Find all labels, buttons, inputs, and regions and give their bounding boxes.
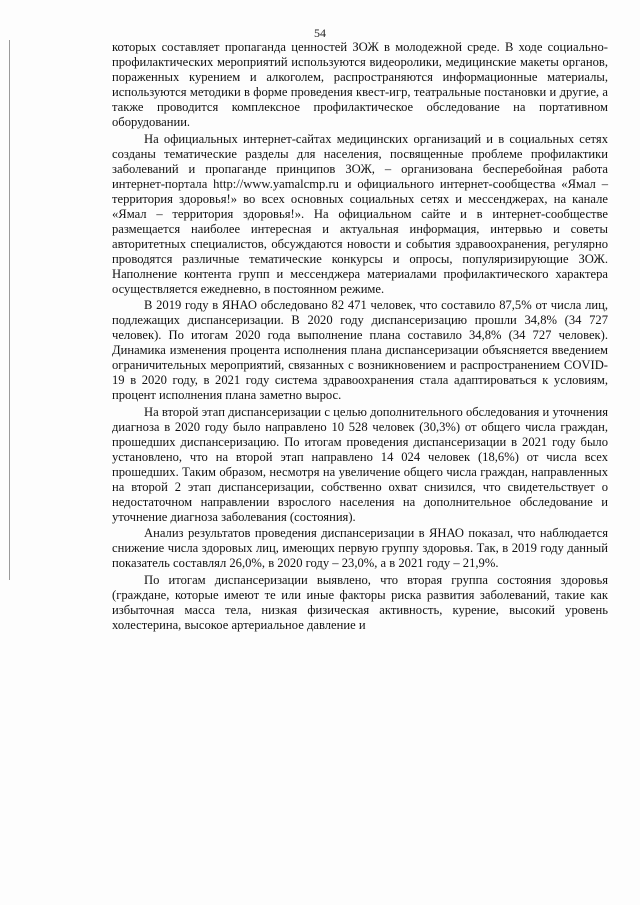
paragraph-second-health-group: По итогам диспансеризации выявлено, что вторая группа состояния здоровья (граждане, которые имеют те или иные факторы риска развития заболеваний, такие как избыточная масса тела, низкая физическая активность, курение, высокий уровень холестерина, высокое артериальное давление и — [112, 572, 608, 632]
page-number: 54 — [314, 26, 326, 40]
paragraph-continuation: которых составляет пропаганда ценностей ЗОЖ в молодежной среде. В ходе социально-профилактических мероприятий используются видеоролики, медицинские макеты органов, пораженных курением и алкоголем, распространяются информационные материалы, используются методики в форме проведения квест-игр, театральные постановки и другие, а также проводится комплексное профилактическое обследование на портативном оборудовании. — [112, 40, 608, 129]
paragraph-health-groups-analysis: Анализ результатов проведения диспансеризации в ЯНАО показал, что наблюдается снижение числа здоровых лиц, имеющих первую группу здоровья. Так, в 2019 году данный показатель составлял 26,0%, в 2020 году – 23,0%, а в 2021 году – 21,9%. — [112, 526, 608, 571]
paragraph-dispensary-2019-2020: В 2019 году в ЯНАО обследовано 82 471 человек, что составило 87,5% от числа лиц, подлежащих диспансеризации. В 2020 году диспансеризацию прошли 34,8% (34 727 человек). По итогам 2020 года выполнение плана составило 34,8% (34 727 человек). Динамика изменения процента исполнения плана диспансеризации объясняется введением ограничительных мероприятий, связанных с возникновением и распространением COVID-19 в 2020 году, в 2021 году система здравоохранения стала адаптироваться к условиям, процент исполнения плана заметно вырос. — [112, 298, 608, 403]
paragraph-internet-resources: На официальных интернет-сайтах медицинских организаций и в социальных сетях созданы тематические разделы для населения, посвященные проблеме профилактики заболеваний и пропаганде принципов ЗОЖ, – организована бесперебойная работа интернет-портала http://www.yamalcmp.ru и официального интернет-сообщества «Ямал – территория здоровья!» во всех основных социальных сетях и мессенджерах, на канале «Ямал – территория здоровья!». На официальном сайте и в интернет-сообществе размещается наиболее интересная и актуальная информация, интервью и советы авторитетных специалистов, обсуждаются новости и события здравоохранения, регулярно проводятся различные тематические конкурсы и опросы, популяризирующие ЗОЖ. Наполнение контента групп и мессенджера материалами профилактического характера осуществляется ежедневно, в постоянном режиме. — [112, 131, 608, 296]
scan-margin-line — [9, 40, 10, 580]
document-body — [112, 40, 608, 635]
paragraph-second-stage: На второй этап диспансеризации с целью дополнительного обследования и уточнения диагноза в 2020 году было направлено 10 528 человек (30,3%) от общего числа граждан, прошедших диспансеризацию. По итогам проведения диспансеризации в 2021 году было установлено, что на второй этап направлено 14 024 человек (18,6%) от числа всех прошедших. Таким образом, несмотря на увеличение общего числа граждан, направленных на второй 2 этап диспансеризации, собственно охват снизился, что свидетельствует о недостаточном направлении взрослого населения на дополнительное обследование и уточнение диагноза заболевания (состояния). — [112, 404, 608, 524]
